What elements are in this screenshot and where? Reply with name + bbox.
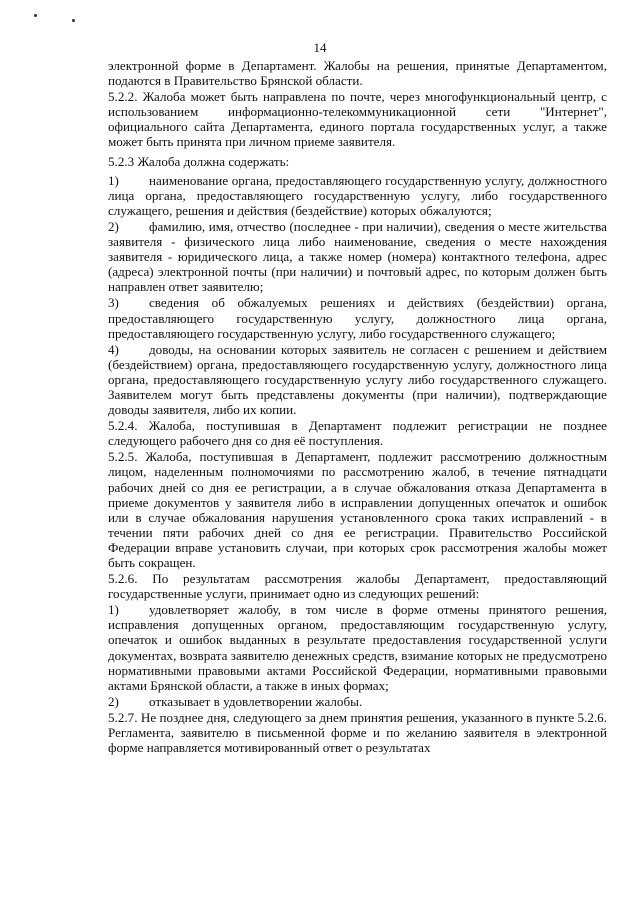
scan-artifact — [72, 19, 75, 22]
list-item: 2) фамилию, имя, отчество (последнее - при наличии), сведения о месте жительства заявителя - физического лица либо наименование, сведения о месте нахождения заявителя - юридического лица, а также номер (номера) контактного телефона, адрес (адреса) электронной почты (при наличии) и почтовый адрес, по которым должен быть направлен ответ заявителю; — [108, 218, 607, 295]
scan-artifact — [34, 14, 37, 17]
paragraph-5-2-3: 5.2.3 Жалоба должна содержать: — [108, 153, 290, 169]
paragraph-5-2-7: 5.2.7. Не позднее дня, следующего за днем принятия решения, указанного в пункте 5.2.6. Регламента, заявителю в письменной форме и по желанию заявителя в электронной форме направляется мотивированный ответ о результатах — [108, 709, 607, 756]
list-item: 1) удовлетворяет жалобу, в том числе в форме отмены принятого решения, исправления допущенных органом, предоставляющим государственную услугу, опечаток и ошибок выданных в результате предоставления государственной услуги документах, возврата заявителю денежных средств, взимание которых не предусмотрено нормативными правовыми актами Российской Федерации, нормативными правовыми актами Брянской области, а также в иных формах; — [108, 602, 607, 693]
paragraph-intro: электронной форме в Департамент. Жалобы на решения, принятые Департаментом, подаются в Правительство Брянской области. — [108, 58, 607, 89]
paragraph-5-2-6: 5.2.6. По результатам рассмотрения жалобы Департамент, предоставляющий государственные услуги, принимает одно из следующих решений: — [108, 571, 607, 602]
paragraph-5-2-4: 5.2.4. Жалоба, поступившая в Департамент подлежит регистрации не позднее следующего рабочего дня со дня её поступления. — [108, 418, 607, 449]
list-item: 4) доводы, на основании которых заявитель не согласен с решением и действием (бездействием) органа, предоставляющего государственную услугу, должностного лица органа, предоставляющего государственную услугу либо государственного служащего. Заявителем могут быть представлены документы (при наличии), подтверждающие доводы заявителя, либо их копии. — [108, 341, 607, 418]
paragraph-5-2-5: 5.2.5. Жалоба, поступившая в Департамент, подлежит рассмотрению должностным лицом, наделенным полномочиями по рассмотрению жалоб, в течение пятнадцати рабочих дней со дня ее регистрации, а в случае обжалования отказа Департамента в приеме документов у заявителя либо в исправлении допущенных опечаток и ошибок или в случае обжалования нарушения установленного срока таких исправлений - в течении пяти рабочих дней со дня ее регистрации. Правительство Российской Федерации вправе установить случаи, при которых срок рассмотрения жалобы может быть сокращен. — [108, 449, 607, 570]
list-item: 1) наименование органа, предоставляющего государственную услугу, должностного лица органа, предоставляющего государственную услугу, либо государственного служащего, решения и действия (бездействие) которых обжалуются; — [108, 172, 607, 218]
page-number: 14 — [313, 40, 327, 55]
list-item: 2) отказывает в удовлетворении жалобы. — [108, 693, 363, 709]
paragraph-5-2-2: 5.2.2. Жалоба может быть направлена по почте, через многофункциональный центр, с использованием информационно-телекоммуникационной сети "Интернет", официального сайта Департамента, единого портала государственных услуг, а также может быть принята при личном приеме заявителя. — [108, 89, 607, 150]
document-body — [108, 58, 607, 756]
list-item: 3) сведения об обжалуемых решениях и действиях (бездействии) органа, предоставляющего государственную услугу, должностного лица органа, предоставляющего государственную услугу, либо государственного служащего; — [108, 295, 607, 341]
